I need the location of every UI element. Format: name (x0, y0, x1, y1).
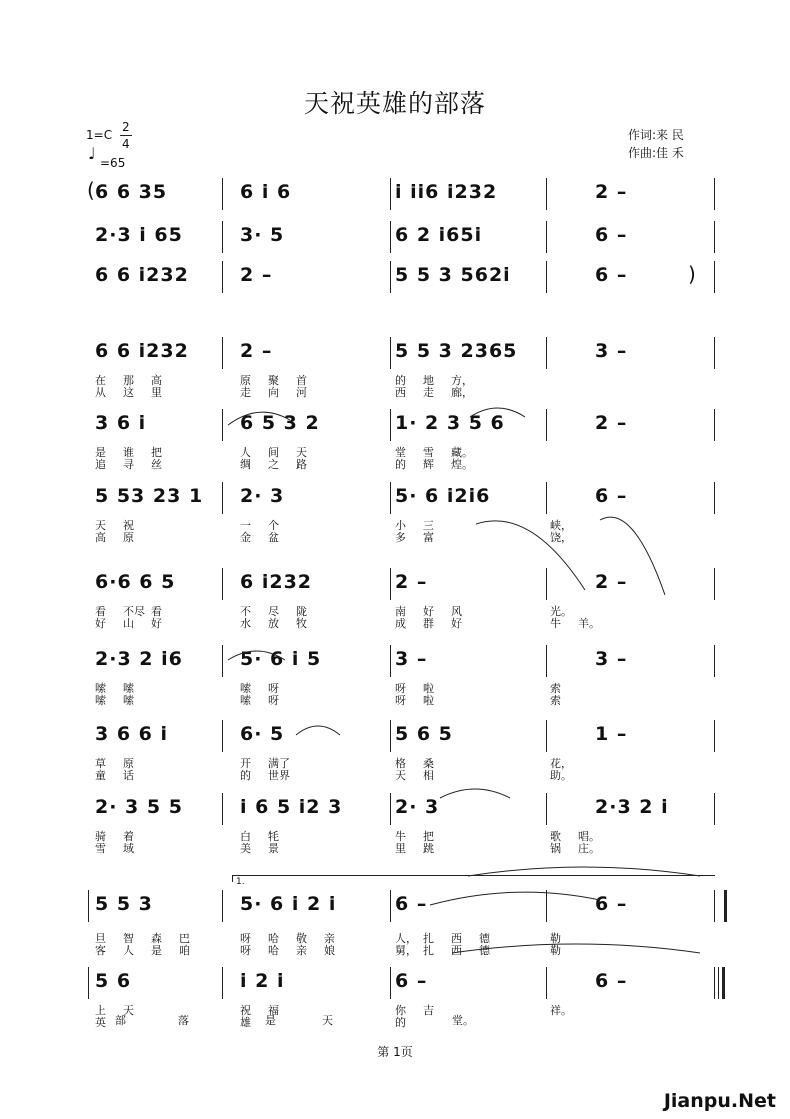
measure-notes: 3 6 6 i (95, 723, 169, 745)
measure-notes: i ii6 i232 (395, 181, 498, 203)
lyric-word: 的 (240, 769, 251, 782)
measure-notes: 6 – (595, 224, 628, 246)
lyric-word: 不 (240, 605, 251, 618)
measure-notes: 2·3 i 65 (95, 224, 183, 246)
volta-label: 1. (236, 877, 245, 887)
lyric-word: 富 (423, 531, 434, 544)
lyric-word: 那 (123, 374, 134, 387)
lyric-word: 童 (95, 769, 106, 782)
lyric-word: 牛 (395, 830, 406, 843)
lyric-word: 部 (115, 1014, 126, 1027)
lyric-word: 煌。 (451, 458, 473, 471)
lyric-word: 辉 (423, 458, 434, 471)
lyric-word: 你 (395, 1004, 406, 1017)
lyric-word: 小 (395, 519, 406, 532)
lyric-word: 藏。 (451, 446, 473, 459)
lyric-word: 吉 (423, 1004, 434, 1017)
measure-notes: 5 53 23 1 (95, 485, 204, 507)
lyric-word: 人， (395, 932, 417, 945)
measure-notes: 2 – (595, 412, 628, 434)
lyric-word: 地 (423, 374, 434, 387)
measure-notes: 3 – (595, 648, 628, 670)
measure-notes: 5 5 3 2365 (395, 340, 518, 362)
lyric-word: 金 (240, 531, 251, 544)
lyric-word: 嗦 (123, 682, 134, 695)
measure-notes: 6 6 i232 (95, 264, 189, 286)
lyric-word: 间 (268, 446, 279, 459)
lyric-word: 域 (123, 842, 134, 855)
slur-arc (476, 521, 585, 590)
measure-notes: 6 – (595, 893, 628, 915)
lyric-word: 高 (95, 531, 106, 544)
lyricist-credit: 作词:来 民 (628, 128, 684, 142)
measure-notes: 6 – (395, 893, 428, 915)
lyric-word: 雪 (95, 842, 106, 855)
lyric-word: 这 (123, 386, 134, 399)
slur-arc (296, 726, 340, 735)
lyric-word: 一 (240, 519, 251, 532)
lyric-word: 好 (451, 617, 462, 630)
time-sig-numerator: 2 (122, 120, 130, 134)
lyric-word: 三 (423, 519, 434, 532)
lyric-word: 原 (240, 374, 251, 387)
lyric-word: 西 (451, 932, 462, 945)
measure-notes: 6 – (395, 970, 428, 992)
lyric-word: 桑 (423, 757, 434, 770)
lyric-word: 天 (123, 1004, 134, 1017)
lyric-word: 在 (95, 374, 106, 387)
lyric-word: 好 (95, 617, 106, 630)
lyric-word: 里 (395, 842, 406, 855)
slur-arc (600, 517, 665, 595)
measure-notes: 3 – (595, 340, 628, 362)
lyric-word: 追 (95, 458, 106, 471)
lyric-word: 山 (123, 617, 134, 630)
lyric-word: 高 (151, 374, 162, 387)
lyric-word: 路 (296, 458, 307, 471)
lyric-word: 助。 (550, 769, 572, 782)
measure-notes: 6 – (595, 485, 628, 507)
lyric-word: 天 (95, 519, 106, 532)
lyric-word: 呀 (240, 932, 251, 945)
lyric-word: 绸 (240, 458, 251, 471)
lyric-word: 看 (95, 605, 106, 618)
lyric-word: 多 (395, 531, 406, 544)
measure-notes: 6 2 i65i (395, 224, 483, 246)
lyric-word: 骑 (95, 830, 106, 843)
measure-notes: 2· 3 (395, 796, 440, 818)
lyric-word: 英 (95, 1016, 106, 1029)
lyric-word: 呀 (395, 682, 406, 695)
site-brand: Jianpu.Net (663, 1090, 776, 1112)
lyric-word: 河 (296, 386, 307, 399)
lyric-word: 亲 (296, 944, 307, 957)
lyric-word: 的 (395, 458, 406, 471)
lyric-word: 开 (240, 757, 251, 770)
lyric-word: 白 (240, 830, 251, 843)
lyric-word: 德 (479, 944, 490, 957)
lyric-word: 个 (268, 519, 279, 532)
lyric-word: 从 (95, 386, 106, 399)
lyric-word: 南 (395, 605, 406, 618)
composer-credit: 作曲:佳 禾 (628, 146, 684, 160)
lyric-word: 牛 (550, 617, 561, 630)
lyric-word: 啦 (423, 694, 434, 707)
lyric-word: 不尽 (123, 605, 145, 618)
lyric-word: 巴 (179, 932, 190, 945)
lyric-word: 花， (550, 757, 572, 770)
lyric-word: 走 (423, 386, 434, 399)
measure-notes: 6 6 35 (95, 181, 168, 203)
lyric-word: 放 (268, 617, 279, 630)
lyric-word: 唱。 (578, 830, 600, 843)
lyric-word: 索 (550, 682, 561, 695)
lyric-word: 天 (296, 446, 307, 459)
measure-notes: 6 5 3 2 (240, 412, 320, 434)
lyric-word: 首 (296, 374, 307, 387)
lyric-word: 的 (395, 1016, 406, 1029)
measure-notes: 2· 3 5 5 (95, 796, 183, 818)
lyric-word: 智 (123, 932, 134, 945)
lyric-word: 里 (151, 386, 162, 399)
lyric-word: 话 (123, 769, 134, 782)
lyric-word: 看 (151, 605, 162, 618)
lyric-word: 嗦 (240, 694, 251, 707)
measure-notes: 5· 6 i 2 i (240, 893, 337, 915)
lyric-word: 堂 (395, 446, 406, 459)
lyric-word: 牧 (296, 617, 307, 630)
lyric-word: 尽 (268, 605, 279, 618)
lyric-word: 天 (395, 769, 406, 782)
lyric-word: 格 (395, 757, 406, 770)
lyric-word: 走 (240, 386, 251, 399)
measure-notes: 2 – (595, 571, 628, 593)
lyric-word: 饶， (550, 531, 572, 544)
page-number: 第 1页 (377, 1045, 413, 1059)
quarter-note-icon: ♩ (88, 144, 96, 163)
lyric-word: 原 (123, 757, 134, 770)
lyric-word: 草 (95, 757, 106, 770)
lyric-word: 满了 (268, 757, 290, 770)
measure-notes: 5 6 (95, 970, 132, 992)
lyric-word: 客 (95, 944, 106, 957)
measure-notes: 6· 5 (240, 723, 285, 745)
open-paren-icon: ( (87, 178, 95, 202)
lyric-word: 娘 (324, 944, 335, 957)
slur-arc (430, 892, 600, 905)
lyric-word: 牦 (268, 830, 279, 843)
measure-notes: 2 – (395, 571, 428, 593)
slur-arc (228, 412, 290, 425)
lyric-word: 歌 (550, 830, 561, 843)
lyric-word: 的 (395, 374, 406, 387)
measure-notes: 5 5 3 (95, 893, 153, 915)
measure-notes: 5· 6 i2i6 (395, 485, 491, 507)
slur-arc (468, 867, 700, 876)
lyric-word: 把 (151, 446, 162, 459)
lyric-word: 福 (268, 1004, 279, 1017)
lyric-word: 好 (151, 617, 162, 630)
measure-notes: i 6 5 i2 3 (240, 796, 343, 818)
lyric-word: 勒 (550, 944, 561, 957)
lyric-word: 是 (265, 1014, 276, 1027)
lyric-word: 上 (95, 1004, 106, 1017)
measure-notes: 3 6 i (95, 412, 147, 434)
measure-notes: 5· 6 i 5 (240, 648, 322, 670)
lyric-word: 舅， (395, 944, 417, 957)
lyric-word: 是 (95, 446, 106, 459)
lyric-word: 好 (423, 605, 434, 618)
measure-notes: 2· 3 (240, 485, 285, 507)
measure-notes: i 2 i (240, 970, 285, 992)
lyric-word: 丝 (151, 458, 162, 471)
lyric-word: 啦 (423, 682, 434, 695)
lyric-word: 西 (451, 944, 462, 957)
measure-notes: 3 – (395, 648, 428, 670)
measure-notes: 6 – (595, 970, 628, 992)
lyric-word: 嗦 (240, 682, 251, 695)
lyric-word: 呀 (268, 694, 279, 707)
lyric-word: 陇 (296, 605, 307, 618)
measure-notes: 2 – (240, 340, 273, 362)
lyric-word: 祝 (240, 1004, 251, 1017)
lyric-word: 世界 (268, 769, 290, 782)
measure-notes: 6 6 i232 (95, 340, 189, 362)
lyric-word: 水 (240, 617, 251, 630)
lyric-word: 敬 (296, 932, 307, 945)
lyric-word: 庄。 (578, 842, 600, 855)
lyric-word: 咱 (179, 944, 190, 957)
lyric-word: 人 (123, 944, 134, 957)
measure-notes: 3· 5 (240, 224, 285, 246)
lyric-word: 峡， (550, 519, 572, 532)
measure-notes: 2 – (240, 264, 273, 286)
slur-arc (440, 789, 510, 798)
lyric-word: 雪 (423, 446, 434, 459)
lyric-word: 呀 (268, 682, 279, 695)
lyric-word: 原 (123, 531, 134, 544)
measure-notes: 6 – (595, 264, 628, 286)
lyric-word: 羊。 (578, 617, 600, 630)
lyric-word: 勒 (550, 932, 561, 945)
lyric-word: 是 (151, 944, 162, 957)
measure-notes: 2 – (595, 181, 628, 203)
lyric-word: 之 (268, 458, 279, 471)
lyric-word: 嗦 (95, 682, 106, 695)
tempo-marking: =65 (100, 156, 126, 170)
lyric-word: 跳 (423, 842, 434, 855)
lyric-word: 落 (178, 1014, 189, 1027)
lyric-word: 着 (123, 830, 134, 843)
lyric-word: 人 (240, 446, 251, 459)
measure-notes: 6·6 6 5 (95, 571, 176, 593)
lyric-word: 呀 (240, 944, 251, 957)
lyric-word: 天 (322, 1014, 333, 1027)
measure-notes: 1 – (595, 723, 628, 745)
slur-arc (470, 408, 525, 417)
lyric-word: 盆 (268, 531, 279, 544)
lyric-word: 美 (240, 842, 251, 855)
lyric-word: 相 (423, 769, 434, 782)
lyric-word: 西 (395, 386, 406, 399)
lyric-word: 祝 (123, 519, 134, 532)
lyric-word: 扎 (423, 944, 434, 957)
measure-notes: 1· 2 3 5 6 (395, 412, 505, 434)
lyric-word: 哈 (268, 944, 279, 957)
measure-notes: 6 i232 (240, 571, 313, 593)
lyric-word: 亲 (324, 932, 335, 945)
lyric-word: 聚 (268, 374, 279, 387)
lyric-word: 雄 (240, 1016, 251, 1029)
lyric-word: 把 (423, 830, 434, 843)
measure-notes: 2·3 2 i (595, 796, 669, 818)
lyric-word: 嗦 (123, 694, 134, 707)
lyric-word: 风 (451, 605, 462, 618)
measure-notes: 5 6 5 (395, 723, 453, 745)
lyric-word: 锅 (550, 842, 561, 855)
slur-arc (452, 944, 700, 953)
key-signature: 1=C (86, 128, 113, 142)
lyric-word: 向 (268, 386, 279, 399)
lyric-word: 光。 (550, 605, 572, 618)
lyric-word: 祥。 (550, 1004, 572, 1017)
lyric-word: 方， (451, 374, 473, 387)
measure-notes: 2·3 2 i6 (95, 648, 183, 670)
lyric-word: 寻 (123, 458, 134, 471)
lyric-word: 嗦 (95, 694, 106, 707)
lyric-word: 成 (395, 617, 406, 630)
lyric-word: 德 (479, 932, 490, 945)
close-paren-icon: ) (688, 262, 696, 286)
lyric-word: 景 (268, 842, 279, 855)
lyric-word: 堂。 (452, 1014, 474, 1027)
lyric-word: 哈 (268, 932, 279, 945)
slur-arc (228, 651, 285, 660)
lyric-word: 谁 (123, 446, 134, 459)
time-sig-denominator: 4 (122, 137, 130, 151)
lyric-word: 廊， (451, 386, 473, 399)
lyric-word: 群 (423, 617, 434, 630)
measure-notes: 6 i 6 (240, 181, 292, 203)
measure-notes: 5 5 3 562i (395, 264, 511, 286)
lyric-word: 索 (550, 694, 561, 707)
lyric-word: 旦 (95, 932, 106, 945)
lyric-word: 扎 (423, 932, 434, 945)
lyric-word: 呀 (395, 694, 406, 707)
page-title: 天祝英雄的部落 (303, 89, 486, 118)
lyric-word: 森 (151, 932, 162, 945)
